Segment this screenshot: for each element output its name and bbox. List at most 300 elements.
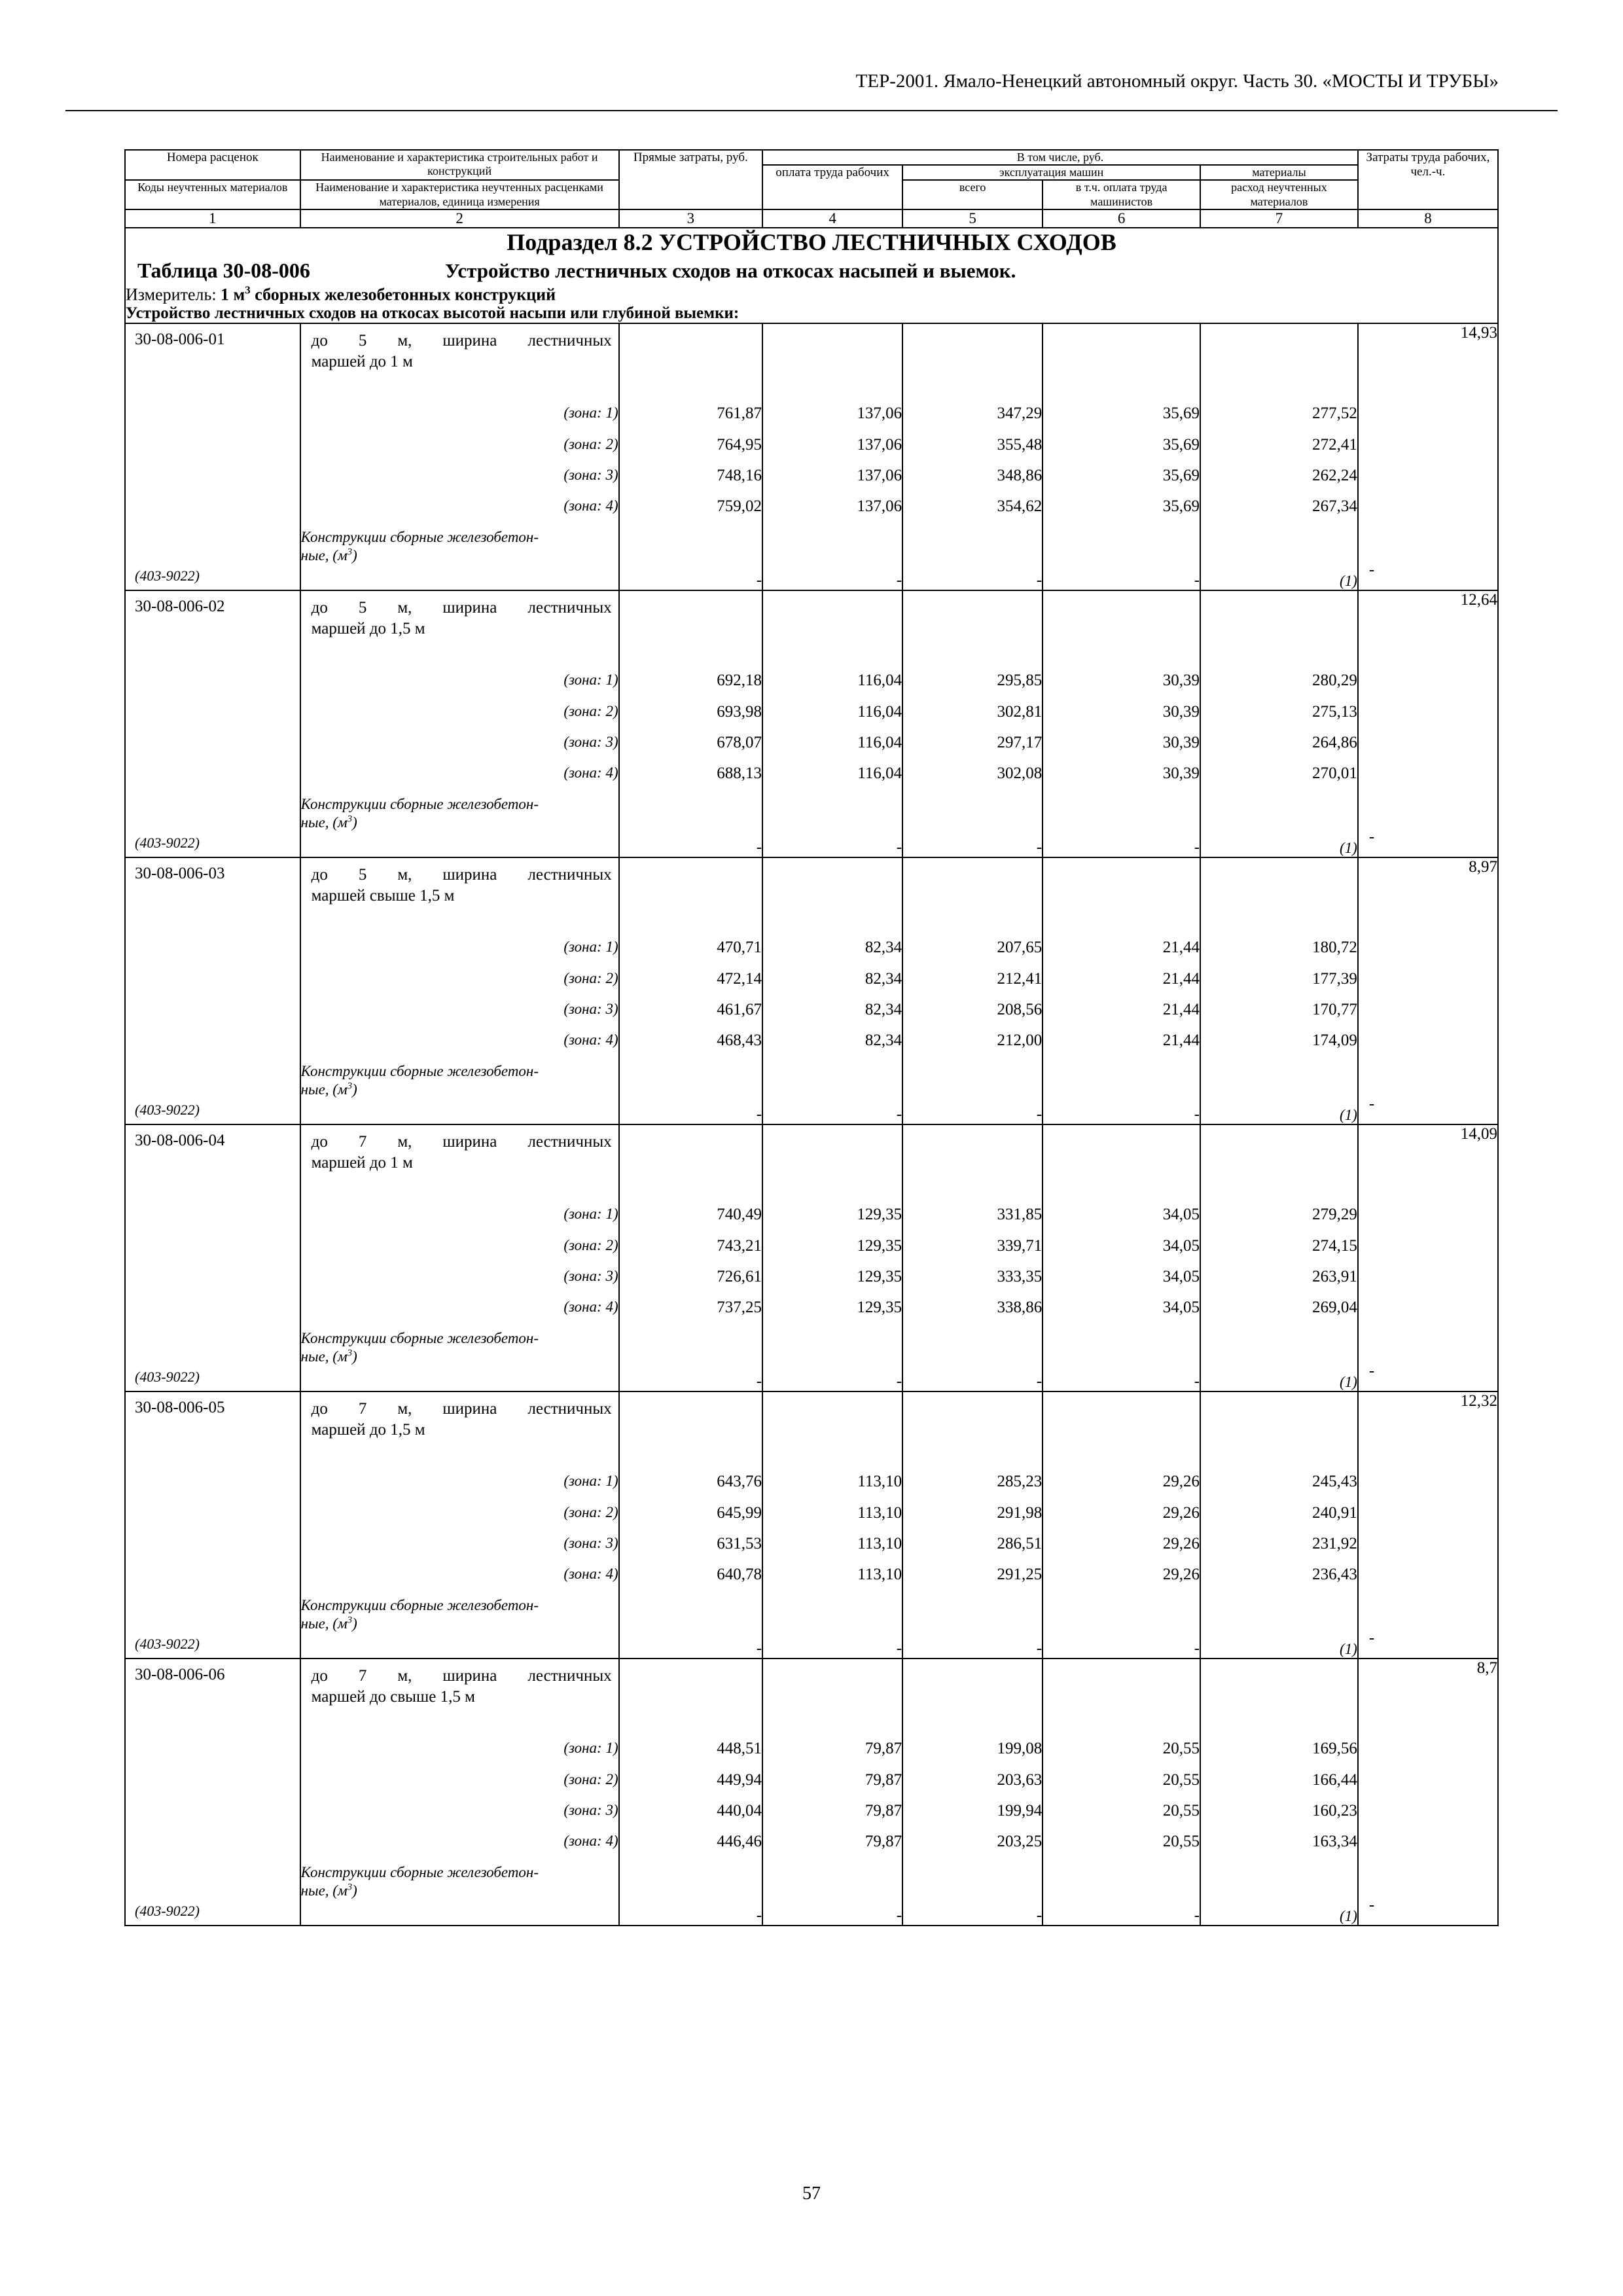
zone-label: (зона: 1): [300, 1740, 619, 1770]
machine-total: 355,48: [902, 436, 1043, 467]
direct-costs: 440,04: [619, 1802, 762, 1833]
materials-cost: 263,91: [1200, 1268, 1358, 1299]
zone-row: [125, 1833, 1498, 1863]
labor-cost: 14,93 -: [1358, 323, 1498, 590]
row-empty-cell-4: [762, 590, 902, 672]
material-code: (403-9022): [135, 1369, 200, 1386]
row-empty-cell-4: [762, 323, 902, 404]
measure-row: [125, 284, 1498, 305]
header-labor-label: Затраты труда рабочих, чел.-ч.: [1366, 151, 1490, 179]
labor-cost: 12,32 -: [1358, 1391, 1498, 1659]
material-row: [125, 1863, 1498, 1926]
zone-row: [125, 1031, 1498, 1062]
table-caption-row: [125, 256, 1498, 284]
labor-dash: -: [1368, 1896, 1375, 1914]
material-dash-3: -: [619, 1596, 762, 1659]
row-description-cell: [300, 590, 619, 672]
machine-total: 286,51: [902, 1535, 1043, 1566]
worker-wages: 82,34: [762, 939, 902, 969]
zone-label: (зона: 4): [300, 1031, 619, 1062]
section-title-row: [125, 228, 1498, 256]
worker-wages: 137,06: [762, 436, 902, 467]
worker-wages: 137,06: [762, 497, 902, 528]
worker-wages: 113,10: [762, 1504, 902, 1535]
material-row: [125, 1062, 1498, 1124]
price-table: [124, 149, 1499, 1926]
row-empty-cell-5: [902, 1659, 1043, 1740]
zone-row: [125, 703, 1498, 734]
material-dash-5: -: [902, 1596, 1043, 1659]
estimate-code: 30-08-006-04: [135, 1132, 225, 1150]
zone-row: [125, 497, 1498, 528]
material-dash-5: -: [902, 1062, 1043, 1124]
worker-wages: 116,04: [762, 672, 902, 702]
materials-cost: 163,34: [1200, 1833, 1358, 1863]
zone-row: [125, 1504, 1498, 1535]
machine-total: 338,86: [902, 1299, 1043, 1329]
table-row: [125, 1391, 1498, 1473]
zone-row: [125, 939, 1498, 969]
machinist-wages: 20,55: [1043, 1771, 1200, 1802]
machine-total: 212,41: [902, 970, 1043, 1001]
column-number-1: 1: [125, 209, 300, 228]
direct-costs: 737,25: [619, 1299, 762, 1329]
material-row: [125, 1596, 1498, 1659]
worker-wages: 82,34: [762, 1031, 902, 1062]
material-dash-3: -: [619, 528, 762, 590]
machinist-wages: 21,44: [1043, 970, 1200, 1001]
measure-row-cell: Измеритель: 1 $м^3$ сборных железобетонных конструкций: [125, 284, 1498, 305]
header-group-label: В том числе, руб.: [1016, 151, 1104, 164]
machine-total: 295,85: [902, 672, 1043, 702]
material-dash-6: -: [1043, 1062, 1200, 1124]
machinist-wages: 29,26: [1043, 1535, 1200, 1566]
machinist-wages: 20,55: [1043, 1740, 1200, 1770]
material-name-end: ): [352, 547, 357, 564]
worker-wages: 137,06: [762, 467, 902, 497]
zone-row: [125, 1535, 1498, 1566]
zone-row: [125, 1740, 1498, 1770]
material-dash-6: -: [1043, 1863, 1200, 1926]
machinist-wages: 34,05: [1043, 1206, 1200, 1236]
column-number-row: [125, 209, 1498, 228]
direct-costs: 748,16: [619, 467, 762, 497]
material-dash-4: -: [762, 1329, 902, 1391]
zone-row: [125, 1237, 1498, 1268]
machinist-wages: 35,69: [1043, 436, 1200, 467]
material-dash-6: -: [1043, 528, 1200, 590]
zone-label: (зона: 4): [300, 764, 619, 795]
machinist-wages: 35,69: [1043, 497, 1200, 528]
header-material-names-label: Наименование и характеристика неучтенных расценками материалов, единица измерения: [315, 181, 603, 208]
column-number-6: 6: [1043, 209, 1200, 228]
zone-label: (зона: 4): [300, 497, 619, 528]
row-code-cell: [125, 590, 300, 857]
work-description-line2: маршей до 1 м: [311, 352, 413, 370]
zone-label: (зона: 2): [300, 1771, 619, 1802]
table-row: [125, 1124, 1498, 1206]
row-empty-cell-4: [762, 1659, 902, 1740]
materials-cost: 262,24: [1200, 467, 1358, 497]
zone-label: (зона: 3): [300, 1802, 619, 1833]
materials-cost: 180,72: [1200, 939, 1358, 969]
row-code-cell: [125, 1124, 300, 1391]
estimate-code: 30-08-006-02: [135, 598, 225, 616]
measure-label: Измеритель:: [126, 285, 217, 304]
materials-cost: 269,04: [1200, 1299, 1358, 1329]
machine-total: 291,25: [902, 1566, 1043, 1596]
row-code-cell: [125, 323, 300, 590]
material-code: (403-9022): [135, 1636, 200, 1653]
material-name-line2: ные, (м: [300, 814, 348, 831]
zone-label: (зона: 2): [300, 970, 619, 1001]
zone-label: (зона: 2): [300, 703, 619, 734]
work-description-line2: маршей до 1,5 м: [311, 1420, 425, 1439]
zone-row: [125, 764, 1498, 795]
material-code: (403-9022): [135, 1903, 200, 1920]
machinist-wages: 30,39: [1043, 764, 1200, 795]
direct-costs: 645,99: [619, 1504, 762, 1535]
material-quantity: (1): [1200, 1596, 1358, 1659]
row-code-cell: [125, 1659, 300, 1926]
zone-label: (зона: 1): [300, 672, 619, 702]
material-description: Конструкции сборные железобетон- ные, $(м^3)$: [300, 528, 619, 590]
direct-costs: 764,95: [619, 436, 762, 467]
header-cell-machinist-wages: [1043, 180, 1200, 209]
header-description-label: Наименование и характеристика строительных работ и конструкций: [321, 151, 598, 178]
header-material-consumption-label: расход неучтенных материалов: [1231, 181, 1327, 208]
header-materials-label: материалы: [1252, 166, 1306, 179]
zone-row: [125, 734, 1498, 764]
header-cell-materials-group: [1200, 165, 1358, 180]
table-row: [125, 857, 1498, 939]
materials-cost: 169,56: [1200, 1740, 1358, 1770]
header-machinist-wages-label: в т.ч. оплата труда машинистов: [1075, 181, 1168, 208]
machine-total: 285,23: [902, 1473, 1043, 1503]
header-cell-machines-total: [902, 180, 1043, 209]
machinist-wages: 20,55: [1043, 1833, 1200, 1863]
machine-total: 302,08: [902, 764, 1043, 795]
worker-wages: 79,87: [762, 1833, 902, 1863]
row-empty-cell-7: [1200, 1659, 1358, 1740]
section-title-row-cell: Подраздел 8.2 УСТРОЙСТВО ЛЕСТНИЧНЫХ СХОДОВ: [125, 228, 1498, 256]
labor-dash: -: [1368, 1095, 1375, 1113]
material-description: Конструкции сборные железобетон- ные, $(м^3)$: [300, 1062, 619, 1124]
row-empty-cell-7: [1200, 857, 1358, 939]
material-name-end: ): [352, 814, 357, 831]
direct-costs: 631,53: [619, 1535, 762, 1566]
machine-total: 354,62: [902, 497, 1043, 528]
machinist-wages: 29,26: [1043, 1504, 1200, 1535]
row-empty-cell-6: [1043, 1124, 1200, 1206]
zone-label: (зона: 3): [300, 734, 619, 764]
machine-total: 333,35: [902, 1268, 1043, 1299]
labor-cost: 8,7 -: [1358, 1659, 1498, 1926]
header-direct-label: Прямые затраты, руб.: [633, 151, 748, 164]
direct-costs: 740,49: [619, 1206, 762, 1236]
header-machines-total-label: всего: [959, 181, 986, 194]
column-number-7: 7: [1200, 209, 1358, 228]
material-dash-3: -: [619, 795, 762, 857]
direct-costs: 448,51: [619, 1740, 762, 1770]
table-row: [125, 590, 1498, 672]
machine-total: 199,94: [902, 1802, 1043, 1833]
zone-label: (зона: 4): [300, 1299, 619, 1329]
page-number: 57: [802, 2183, 821, 2204]
machine-total: 339,71: [902, 1237, 1043, 1268]
row-empty-cell-5: [902, 1391, 1043, 1473]
worker-wages: 116,04: [762, 703, 902, 734]
header-cell-labor: [1358, 150, 1498, 209]
work-description-line2: маршей до 1 м: [311, 1153, 413, 1172]
worker-wages: 116,04: [762, 764, 902, 795]
materials-cost: 267,34: [1200, 497, 1358, 528]
worker-wages: 129,35: [762, 1206, 902, 1236]
material-description: Конструкции сборные железобетон- ные, $(м^3)$: [300, 1329, 619, 1391]
column-number-5: 5: [902, 209, 1043, 228]
row-code-cell: [125, 1391, 300, 1659]
worker-wages: 113,10: [762, 1535, 902, 1566]
header-machines-label: эксплуатация машин: [999, 166, 1104, 179]
row-description-cell: [300, 1124, 619, 1206]
materials-cost: 264,86: [1200, 734, 1358, 764]
machinist-wages: 30,39: [1043, 703, 1200, 734]
machinist-wages: 21,44: [1043, 1001, 1200, 1031]
materials-cost: 231,92: [1200, 1535, 1358, 1566]
direct-costs: 759,02: [619, 497, 762, 528]
machinist-wages: 34,05: [1043, 1268, 1200, 1299]
running-header: ТЕР-2001. Ямало-Ненецкий автономный округ. Часть 30. «МОСТЫ И ТРУБЫ»: [855, 71, 1499, 92]
material-name-line2: ные, (м: [300, 1882, 348, 1899]
machine-total: 291,98: [902, 1504, 1043, 1535]
zone-label: (зона: 2): [300, 1504, 619, 1535]
material-name-line2: ные, (м: [300, 1348, 348, 1365]
material-dash-5: -: [902, 1329, 1043, 1391]
estimate-code: 30-08-006-05: [135, 1399, 225, 1417]
worker-wages: 79,87: [762, 1740, 902, 1770]
material-dash-4: -: [762, 1863, 902, 1926]
material-dash-5: -: [902, 528, 1043, 590]
materials-cost: 166,44: [1200, 1771, 1358, 1802]
work-description-line1: до 5 м, ширина лестничных: [311, 599, 612, 617]
zone-row: [125, 1802, 1498, 1833]
measure-value: 1 м: [221, 285, 245, 304]
row-empty-cell-3: [619, 323, 762, 404]
materials-cost: 177,39: [1200, 970, 1358, 1001]
labor-dash: -: [1368, 1629, 1375, 1647]
zone-row: [125, 1566, 1498, 1596]
header-cell-material-consumption: [1200, 180, 1358, 209]
estimate-code: 30-08-006-03: [135, 865, 225, 883]
subhead-row: [125, 304, 1498, 323]
labor-cost: 14,09 -: [1358, 1124, 1498, 1391]
row-empty-cell-6: [1043, 857, 1200, 939]
table-title: Устройство лестничных сходов на откосах насыпей и выемок.: [445, 259, 1016, 282]
machine-total: 207,65: [902, 939, 1043, 969]
material-code: (403-9022): [135, 567, 200, 584]
machinist-wages: 35,69: [1043, 404, 1200, 435]
row-empty-cell-6: [1043, 590, 1200, 672]
zone-label: (зона: 3): [300, 1535, 619, 1566]
zone-label: (зона: 1): [300, 404, 619, 435]
machine-total: 208,56: [902, 1001, 1043, 1031]
row-empty-cell-4: [762, 857, 902, 939]
column-number-3: 3: [619, 209, 762, 228]
row-code-cell: [125, 857, 300, 1124]
work-description-line1: до 7 м, ширина лестничных: [311, 1667, 612, 1685]
worker-wages: 129,35: [762, 1268, 902, 1299]
row-empty-cell-6: [1043, 323, 1200, 404]
material-dash-4: -: [762, 528, 902, 590]
subhead-row-cell: Устройство лестничных сходов на откосах высотой насыпи или глубиной выемки:: [125, 304, 1498, 323]
material-row: [125, 795, 1498, 857]
row-empty-cell-3: [619, 1659, 762, 1740]
material-row: [125, 528, 1498, 590]
zone-row: [125, 1299, 1498, 1329]
work-description-line2: маршей до 1,5 м: [311, 619, 425, 637]
machine-total: 203,63: [902, 1771, 1043, 1802]
direct-costs: 726,61: [619, 1268, 762, 1299]
material-quantity: (1): [1200, 1863, 1358, 1926]
material-dash-3: -: [619, 1062, 762, 1124]
materials-cost: 270,01: [1200, 764, 1358, 795]
row-empty-cell-5: [902, 1124, 1043, 1206]
direct-costs: 446,46: [619, 1833, 762, 1863]
row-empty-cell-6: [1043, 1659, 1200, 1740]
material-quantity: (1): [1200, 528, 1358, 590]
header-codes-label: Номера расценок: [166, 151, 259, 164]
material-name-line2: ные, (м: [300, 1081, 348, 1098]
materials-cost: 160,23: [1200, 1802, 1358, 1833]
column-number-4: 4: [762, 209, 902, 228]
machinist-wages: 29,26: [1043, 1473, 1200, 1503]
material-dash-4: -: [762, 1062, 902, 1124]
material-name-end: ): [352, 1615, 357, 1632]
material-name-line1: Конструкции сборные железобетон-: [300, 1330, 539, 1347]
machine-total: 347,29: [902, 404, 1043, 435]
row-description-cell: [300, 1659, 619, 1740]
table-caption-row-cell: [125, 256, 1498, 284]
zone-label: (зона: 3): [300, 1268, 619, 1299]
column-number-2: 2: [300, 209, 619, 228]
materials-cost: 174,09: [1200, 1031, 1358, 1062]
materials-cost: 280,29: [1200, 672, 1358, 702]
header-cell-description: [300, 150, 619, 180]
row-empty-cell-3: [619, 857, 762, 939]
work-description-line1: до 5 м, ширина лестничных: [311, 866, 612, 884]
row-empty-cell-3: [619, 590, 762, 672]
material-name-line2: ные, (м: [300, 1615, 348, 1632]
labor-cost: 12,64 -: [1358, 590, 1498, 857]
row-empty-cell-5: [902, 857, 1043, 939]
zone-label: (зона: 4): [300, 1833, 619, 1863]
zone-row: [125, 467, 1498, 497]
estimate-code: 30-08-006-06: [135, 1666, 225, 1684]
machinist-wages: 30,39: [1043, 734, 1200, 764]
material-dash-5: -: [902, 795, 1043, 857]
material-description: Конструкции сборные железобетон- ные, $(м^3)$: [300, 1596, 619, 1659]
material-dash-4: -: [762, 795, 902, 857]
material-name-line1: Конструкции сборные железобетон-: [300, 796, 539, 813]
work-description-line2: маршей до свыше 1,5 м: [311, 1687, 475, 1706]
material-dash-3: -: [619, 1329, 762, 1391]
zone-row: [125, 1001, 1498, 1031]
header-cell-machines-group: [902, 165, 1200, 180]
material-name-line1: Конструкции сборные железобетон-: [300, 529, 539, 546]
material-dash-6: -: [1043, 795, 1200, 857]
materials-cost: 274,15: [1200, 1237, 1358, 1268]
document-body: [124, 149, 1499, 1926]
row-empty-cell-7: [1200, 590, 1358, 672]
table-row: [125, 323, 1498, 404]
column-number-8: 8: [1358, 209, 1498, 228]
row-empty-cell-7: [1200, 1124, 1358, 1206]
materials-cost: 240,91: [1200, 1504, 1358, 1535]
direct-costs: 693,98: [619, 703, 762, 734]
worker-wages: 129,35: [762, 1299, 902, 1329]
materials-cost: 170,77: [1200, 1001, 1358, 1031]
row-empty-cell-4: [762, 1391, 902, 1473]
labor-dash: -: [1368, 561, 1375, 579]
worker-wages: 82,34: [762, 1001, 902, 1031]
material-name-end: ): [352, 1882, 357, 1899]
table-number: Таблица 30-08-006: [137, 258, 310, 282]
header-cell-material-names: [300, 180, 619, 209]
estimate-code: 30-08-006-01: [135, 331, 225, 349]
row-description-cell: [300, 1391, 619, 1473]
material-name-end: ): [352, 1348, 357, 1365]
zone-label: (зона: 1): [300, 1473, 619, 1503]
material-quantity: (1): [1200, 795, 1358, 857]
row-empty-cell-3: [619, 1391, 762, 1473]
zone-label: (зона: 3): [300, 1001, 619, 1031]
materials-cost: 245,43: [1200, 1473, 1358, 1503]
row-empty-cell-6: [1043, 1391, 1200, 1473]
zone-row: [125, 1206, 1498, 1236]
row-empty-cell-7: [1200, 1391, 1358, 1473]
worker-wages: 116,04: [762, 734, 902, 764]
direct-costs: 688,13: [619, 764, 762, 795]
machine-total: 348,86: [902, 467, 1043, 497]
row-empty-cell-3: [619, 1124, 762, 1206]
worker-wages: 113,10: [762, 1473, 902, 1503]
machinist-wages: 29,26: [1043, 1566, 1200, 1596]
header-cell-material-codes: [125, 180, 300, 209]
header-cell-direct: [619, 150, 762, 209]
row-empty-cell-4: [762, 1124, 902, 1206]
work-description-line1: до 7 м, ширина лестничных: [311, 1400, 612, 1418]
zone-label: (зона: 4): [300, 1566, 619, 1596]
direct-costs: 640,78: [619, 1566, 762, 1596]
work-description-line1: до 5 м, ширина лестничных: [311, 332, 612, 350]
direct-costs: 643,76: [619, 1473, 762, 1503]
machine-total: 297,17: [902, 734, 1043, 764]
machinist-wages: 34,05: [1043, 1299, 1200, 1329]
labor-dash: -: [1368, 1362, 1375, 1380]
material-code: (403-9022): [135, 834, 200, 852]
machine-total: 199,08: [902, 1740, 1043, 1770]
header-cell-wages: [762, 165, 902, 209]
machinist-wages: 34,05: [1043, 1237, 1200, 1268]
material-quantity: (1): [1200, 1062, 1358, 1124]
direct-costs: 678,07: [619, 734, 762, 764]
machinist-wages: 30,39: [1043, 672, 1200, 702]
row-empty-cell-7: [1200, 323, 1358, 404]
zone-row: [125, 1473, 1498, 1503]
direct-costs: 743,21: [619, 1237, 762, 1268]
materials-cost: 272,41: [1200, 436, 1358, 467]
machinist-wages: 21,44: [1043, 1031, 1200, 1062]
